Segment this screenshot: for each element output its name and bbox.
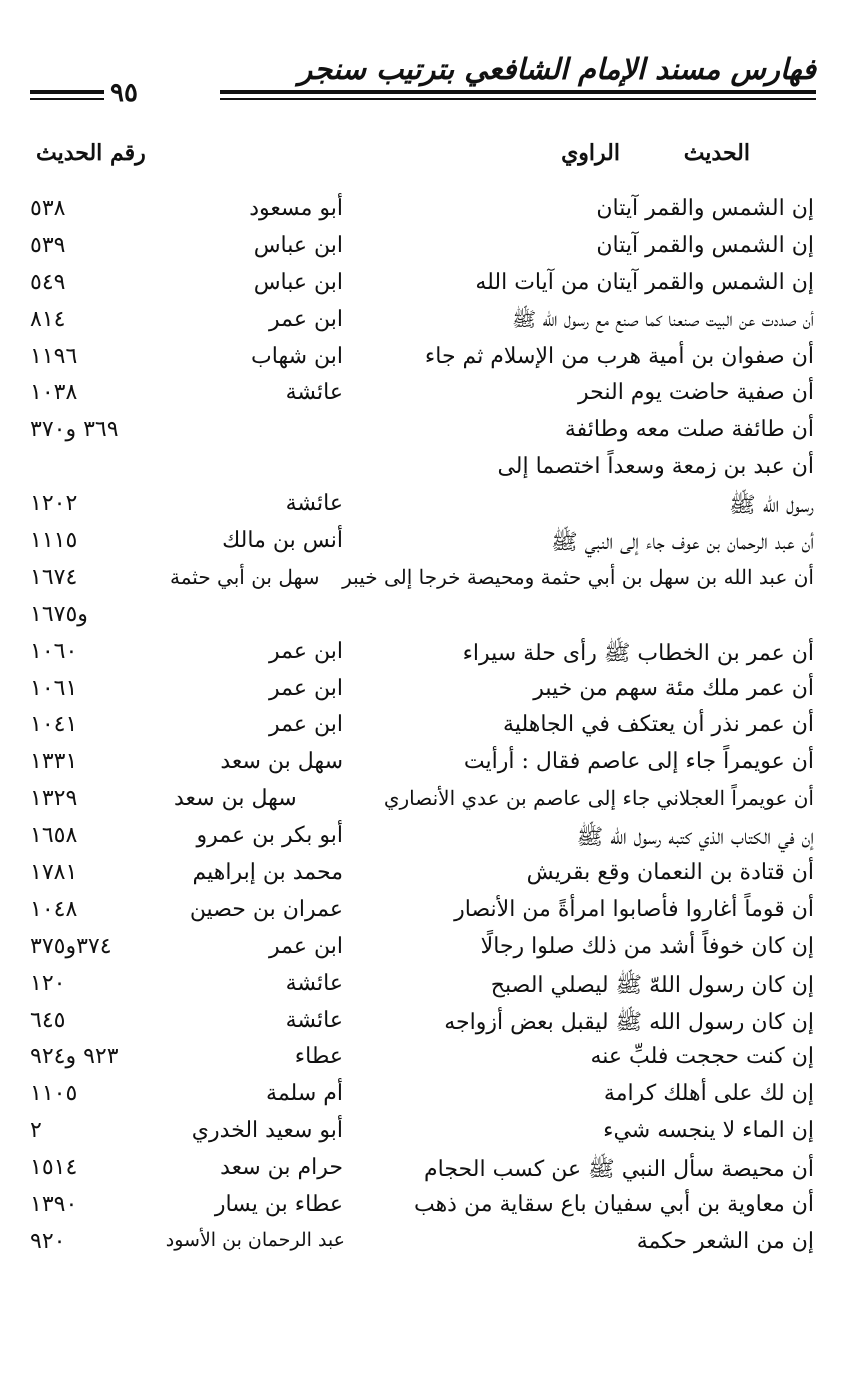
hadith-number: ١٥١٤: [30, 1155, 78, 1181]
narrator-name: أم سلمة: [266, 1081, 343, 1107]
table-row: [0, 639, 850, 676]
hadith-number: ٩٢٠: [30, 1228, 66, 1254]
table-row: [0, 1118, 850, 1155]
hadith-text: إن كان خوفاً أشد من ذلك صلوا رجالًا: [480, 933, 814, 959]
narrator-name: عائشة: [285, 380, 343, 406]
table-row: [0, 270, 850, 307]
narrator-name: ابن عمر: [269, 933, 343, 959]
table-row: [0, 602, 850, 639]
narrator-name: ابن عمر: [269, 712, 343, 738]
hadith-text: إن في الكتاب الذي كتبه رسول الله ﷺ: [576, 825, 814, 851]
table-row: [0, 823, 850, 860]
hadith-text: إن من الشعر حكمة: [636, 1228, 814, 1254]
hadith-text: أن عمر بن الخطاب ﷺ رأى حلة سيراء: [462, 640, 814, 666]
narrator-name: أبو بكر بن عمرو: [196, 823, 343, 849]
hadith-number: ١١١٥: [30, 528, 78, 554]
table-row: [0, 196, 850, 233]
page-number: ٩٥: [110, 78, 138, 108]
hadith-number: و١٦٧٥: [30, 601, 88, 627]
hadith-text: أن محيصة سأل النبي ﷺ عن كسب الحجام: [424, 1157, 814, 1183]
hadith-text: أن عويمراً العجلاني جاء إلى عاصم بن عدي الأنصاري: [383, 786, 814, 811]
hadith-text: إن كنت حججت فلبِّ عنه: [590, 1044, 814, 1070]
narrator-name: سهل بن سعد: [220, 749, 343, 775]
table-row: [0, 1081, 850, 1118]
table-row: [0, 971, 850, 1008]
table-row: [0, 380, 850, 417]
table-row: [0, 528, 850, 565]
table-row: [0, 749, 850, 786]
narrator-name: حرام بن سعد: [220, 1155, 343, 1181]
hadith-text: أن عبد بن زمعة وسعداً اختصما إلى: [497, 454, 814, 480]
hadith-text: أن عبد الرحمان بن عوف جاء إلى النبي ﷺ: [551, 530, 814, 556]
hadith-text: رسول الله ﷺ: [729, 493, 814, 519]
hadith-number: ١٢٠٢: [30, 491, 78, 517]
hadith-text: إن الشمس والقمر آيتان من آيات الله: [475, 269, 814, 295]
hadith-number: ٩٢٣ و٩٢٤: [30, 1044, 119, 1070]
hadith-number: ٣٦٩ و٣٧٠: [30, 417, 119, 443]
table-row: [0, 1192, 850, 1229]
hadith-number: ٦٤٥: [30, 1007, 66, 1033]
hadith-text: إن كان رسول الله ﷺ ليقبل بعض أزواجه: [444, 1009, 814, 1035]
table-row: [0, 712, 850, 749]
hadith-text: أن قوماً أغاروا فأصابوا امرأةً من الأنصار: [454, 896, 814, 922]
narrator-name: أبو مسعود: [249, 196, 343, 221]
narrator-name: عمران بن حصين: [189, 896, 343, 922]
hadith-number: ١٦٥٨: [30, 823, 78, 849]
table-row: [0, 676, 850, 713]
hadith-text: إن الشمس والقمر آيتان: [596, 232, 814, 258]
hadith-number: ١٠٦١: [30, 675, 78, 701]
column-header-number: رقم الحديث: [36, 140, 146, 166]
hadith-text: أن صفية حاضت يوم النحر: [578, 380, 814, 406]
hadith-text: أن صفوان بن أمية هرب من الإسلام ثم جاء: [424, 343, 814, 369]
narrator-name: ابن عباس: [253, 269, 343, 295]
narrator-name: محمد بن إبراهيم: [192, 860, 343, 886]
narrator-name: عائشة: [285, 970, 343, 996]
hadith-number: ١٣٢٩: [30, 786, 78, 812]
narrator-name: عائشة: [285, 1007, 343, 1033]
hadith-number: ١٠٤٨: [30, 896, 78, 922]
column-header-narrator-label: الراوي: [561, 140, 620, 166]
narrator-name: أنس بن مالك: [222, 528, 343, 554]
narrator-name: عطاء بن يسار: [214, 1192, 343, 1218]
table-row: [0, 786, 850, 823]
narrator-name: ابن عمر: [269, 306, 343, 332]
table-row: [0, 1229, 850, 1266]
hadith-number: ٨١٤: [30, 306, 66, 332]
hadith-text: إن الماء لا ينجسه شيء: [603, 1118, 814, 1144]
hadith-number: ١٧٨١: [30, 860, 78, 886]
header-rule-left: [30, 90, 104, 100]
hadith-number: ١٦٧٤: [30, 564, 78, 590]
page-header: [30, 52, 816, 108]
narrator-name: أبو سعيد الخدري: [191, 1118, 343, 1144]
table-row: [0, 417, 850, 454]
hadith-text: إن الشمس والقمر آيتان: [596, 196, 814, 221]
hadith-text: أن عويمراً جاء إلى عاصم فقال : أرأيت: [463, 749, 814, 775]
hadith-text: أن صددت عن البيت صنعنا كما صنع مع رسول الله ﷺ: [512, 306, 814, 331]
narrator-name: سهل بن أبي حثمة: [170, 564, 320, 589]
table-row: [0, 454, 850, 491]
table-row: [0, 934, 850, 971]
table-row: [0, 565, 850, 602]
hadith-number: ١٣٩٠: [30, 1192, 78, 1218]
page-title: فهارس مسند الإمام الشافعي بترتيب سنجر: [298, 52, 816, 86]
hadith-text: أن عمر ملك مئة سهم من خيبر: [533, 675, 814, 701]
table-row: [0, 1044, 850, 1081]
header-rule: [220, 90, 816, 100]
table-row: [0, 344, 850, 381]
hadith-number: ١٠٣٨: [30, 380, 78, 406]
table-row: [0, 233, 850, 270]
table-row: [0, 860, 850, 897]
hadith-text: أن معاوية بن أبي سفيان باع سقاية من ذهب: [413, 1192, 814, 1218]
hadith-text: أن طائفة صلت معه وطائفة: [564, 417, 814, 443]
hadith-number: ٥٣٩: [30, 232, 66, 258]
hadith-number: ١٠٦٠: [30, 638, 78, 664]
narrator-name: سهل بن سعد: [174, 786, 297, 812]
hadith-number: ٣٧٤و٣٧٥: [30, 933, 112, 959]
hadith-text: أن عبد الله بن سهل بن أبي حثمة ومحيصة خرجا إلى خيبر: [342, 564, 814, 589]
table-row: [0, 491, 850, 528]
hadith-text: أن عمر نذر أن يعتكف في الجاهلية: [503, 712, 814, 738]
narrator-name: عطاء: [294, 1044, 343, 1070]
narrator-name: عبد الرحمان بن الأسود: [165, 1228, 345, 1251]
hadith-number: ٢: [30, 1118, 42, 1144]
hadith-number: ١٣٣١: [30, 749, 78, 775]
narrator-name: ابن عمر: [269, 638, 343, 664]
narrator-name: عائشة: [285, 491, 343, 517]
narrator-name: ابن عمر: [269, 675, 343, 701]
hadith-number: ٥٣٨: [30, 196, 66, 221]
hadith-number: ١٠٤١: [30, 712, 78, 738]
hadith-number: ١١٩٦: [30, 343, 78, 369]
narrator-name: ابن شهاب: [251, 343, 343, 369]
hadith-text: إن لك على أهلك كرامة: [603, 1081, 814, 1107]
index-table: [0, 196, 850, 1266]
table-row: [0, 897, 850, 934]
hadith-text: أن قتادة بن النعمان وقع بقريش: [526, 860, 814, 886]
table-row: [0, 1008, 850, 1045]
column-header-hadith: الحديث: [683, 140, 750, 166]
hadith-number: ١٢٠: [30, 970, 66, 996]
hadith-text: إن كان رسول اللهّ ﷺ ليصلي الصبح: [490, 972, 814, 998]
table-row: [0, 307, 850, 344]
hadith-number: ١١٠٥: [30, 1081, 78, 1107]
hadith-number: ٥٤٩: [30, 269, 66, 295]
table-row: [0, 1155, 850, 1192]
narrator-name: ابن عباس: [253, 232, 343, 258]
